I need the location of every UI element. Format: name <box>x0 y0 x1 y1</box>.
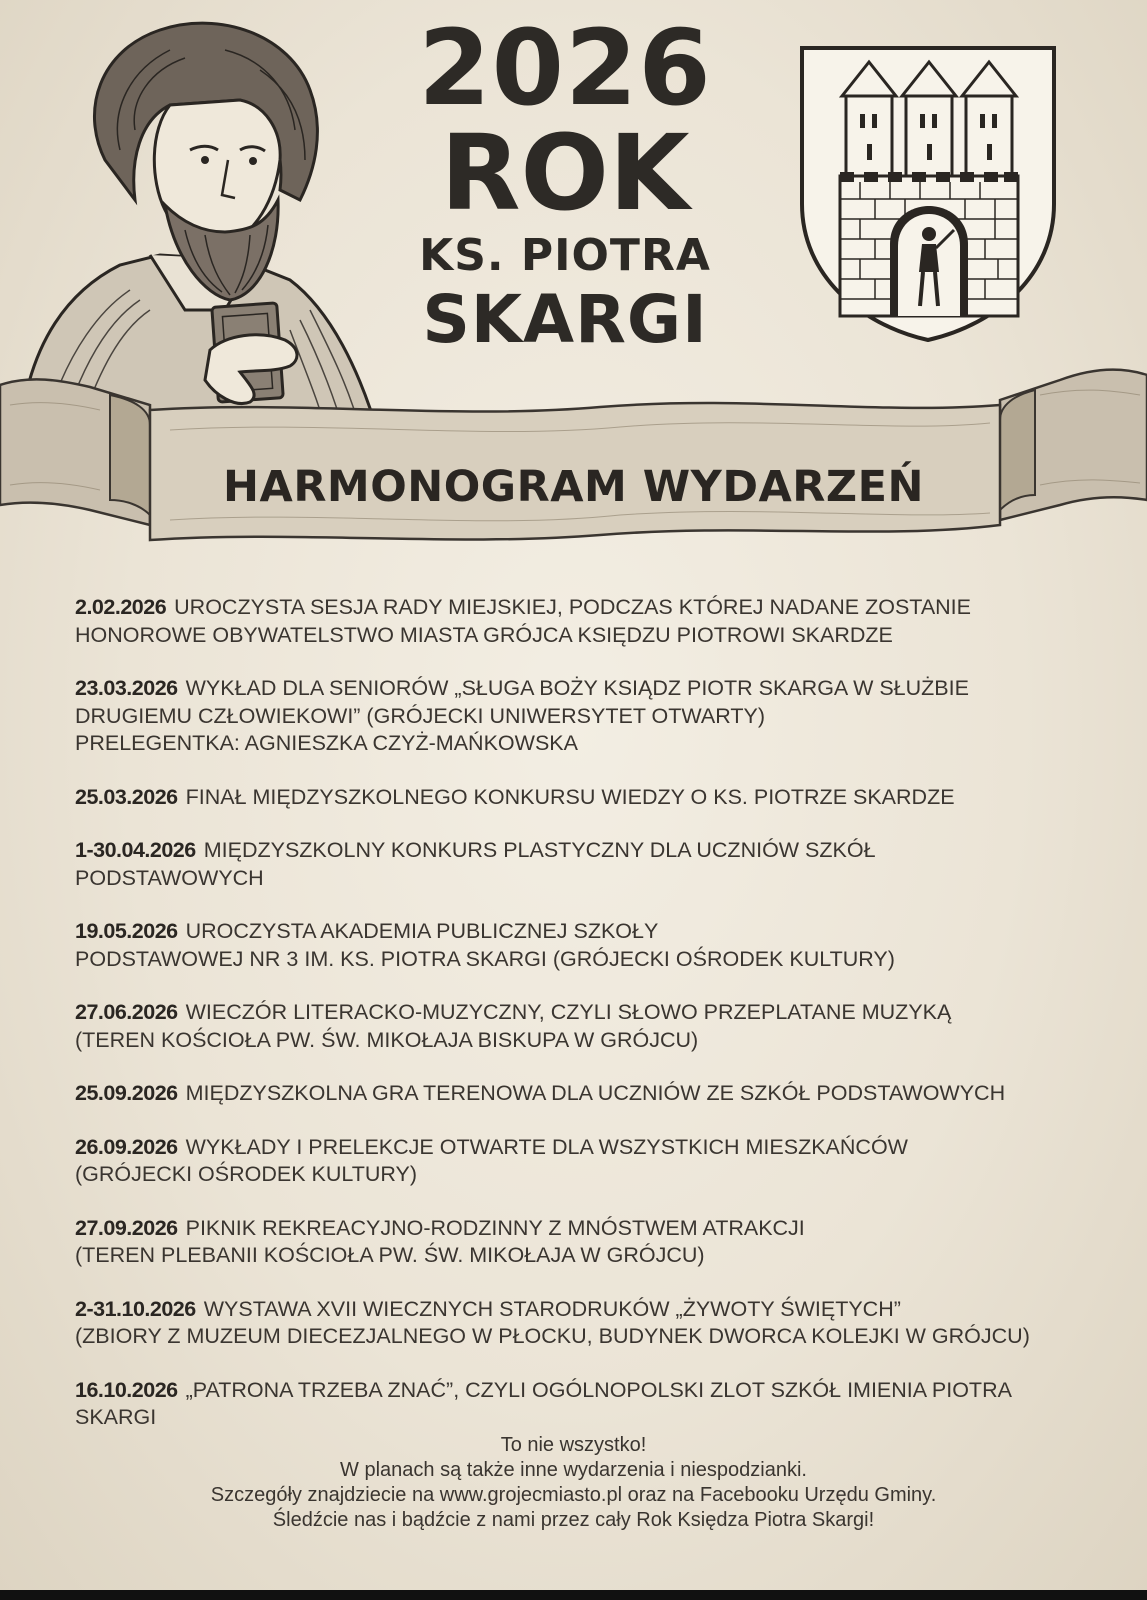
footer-note <box>0 1433 1147 1533</box>
events-list <box>75 594 1085 1458</box>
event-description: DRUGIEMU CZŁOWIEKOWI” (GRÓJECKI UNIWERSYTET OTWARTY) <box>75 703 765 728</box>
event-line <box>75 1080 1085 1108</box>
event-description: MIĘDZYSZKOLNA GRA TERENOWA DLA UCZNIÓW ZE SZKÓŁ PODSTAWOWYCH <box>185 1081 1006 1105</box>
event-date: 1-30.04.2026 <box>75 838 196 862</box>
event-description: WYSTAWA XVII WIECZNYCH STARODRUKÓW „ŻYWOTY ŚWIĘTYCH” <box>203 1296 901 1321</box>
event-line <box>75 675 1085 703</box>
event-description: PRELEGENTKA: AGNIESZKA CZYŻ-MAŃKOWSKA <box>75 731 578 755</box>
event-date: 19.05.2026 <box>75 919 178 943</box>
event-date: 16.10.2026 <box>75 1377 178 1402</box>
title-name-line2: SKARGI <box>422 281 708 358</box>
event-date: 27.09.2026 <box>75 1215 178 1240</box>
title-block <box>395 7 735 358</box>
event-description: (GRÓJECKI OŚRODEK KULTURY) <box>75 1162 418 1186</box>
event-line <box>75 918 1085 946</box>
event-item <box>75 675 1085 758</box>
event-line <box>75 594 1085 622</box>
event-date: 23.03.2026 <box>75 676 178 700</box>
event-item <box>75 918 1085 973</box>
event-item <box>75 784 1085 812</box>
event-line <box>75 837 1085 865</box>
event-description: (TEREN KOŚCIOŁA PW. ŚW. MIKOŁAJA BISKUPA W GRÓJCU) <box>75 1027 699 1052</box>
footer-line1: To nie wszystko! <box>500 1434 647 1456</box>
event-description: PIKNIK REKREACYJNO-RODZINNY Z MNÓSTWEM ATRAKCJI <box>185 1215 805 1240</box>
event-description: UROCZYSTA AKADEMIA PUBLICZNEJ SZKOŁY <box>185 919 659 943</box>
event-date: 25.03.2026 <box>75 784 178 809</box>
event-line <box>75 1134 1085 1162</box>
event-item <box>75 594 1085 649</box>
event-item <box>75 837 1085 892</box>
event-line <box>75 1377 1085 1405</box>
event-item <box>75 1377 1085 1432</box>
event-line <box>75 1296 1085 1324</box>
coat-of-arms-icon <box>798 44 1058 344</box>
event-description: WYKŁAD DLA SENIORÓW „SŁUGA BOŻY KSIĄDZ PIOTR SKARGA W SŁUŻBIE <box>185 676 969 700</box>
event-item <box>75 1296 1085 1351</box>
event-description: WIECZÓR LITERACKO-MUZYCZNY, CZYLI SŁOWO PRZEPLATANE MUZYKĄ <box>185 1000 952 1024</box>
event-description: (ZBIORY Z MUZEUM DIECEZJALNEGO W PŁOCKU, BUDYNEK DWORCA KOLEJKI W GRÓJCU) <box>75 1324 1030 1348</box>
event-item <box>75 1134 1085 1189</box>
event-description: WYKŁADY I PRELEKCJE OTWARTE DLA WSZYSTKICH MIESZKAŃCÓW <box>185 1134 908 1159</box>
event-description: HONOROWE OBYWATELSTWO MIASTA GRÓJCA KSIĘDZU PIOTROWI SKARDZE <box>75 622 893 647</box>
event-date: 27.06.2026 <box>75 1000 178 1024</box>
event-description: MIĘDZYSZKOLNY KONKURS PLASTYCZNY DLA UCZNIÓW SZKÓŁ <box>203 838 876 862</box>
event-description: „PATRONA TRZEBA ZNAĆ”, CZYLI OGÓLNOPOLSKI ZLOT SZKÓŁ IMIENIA PIOTRA <box>185 1377 1012 1402</box>
event-item <box>75 1215 1085 1270</box>
bottom-edge-bar <box>0 1590 1147 1600</box>
event-description: SKARGI <box>75 1405 157 1429</box>
footer-line3: Szczegóły znajdziecie na www.grojecmiasto.pl oraz na Facebooku Urzędu Gminy. <box>210 1484 937 1506</box>
title-year: 2026 <box>418 7 712 129</box>
footer-line4: Śledźcie nas i bądźcie z nami przez cały Rok Księdza Piotra Skargi! <box>272 1509 875 1531</box>
event-description: FINAŁ MIĘDZYSZKOLNEGO KONKURSU WIEDZY O KS. PIOTRZE SKARDZE <box>185 784 955 809</box>
event-line <box>75 999 1085 1027</box>
event-line <box>75 1215 1085 1243</box>
title-rok: ROK <box>440 112 690 234</box>
event-description: PODSTAWOWEJ NR 3 IM. KS. PIOTRA SKARGI (GRÓJECKI OŚRODEK KULTURY) <box>75 946 895 971</box>
event-date: 26.09.2026 <box>75 1134 178 1159</box>
event-description: UROCZYSTA SESJA RADY MIEJSKIEJ, PODCZAS KTÓREJ NADANE ZOSTANIE <box>174 595 971 619</box>
footer-line2: W planach są także inne wydarzenia i niespodzianki. <box>340 1459 807 1481</box>
event-item <box>75 1080 1085 1108</box>
event-description: (TEREN PLEBANII KOŚCIOŁA PW. ŚW. MIKOŁAJA W GRÓJCU) <box>75 1243 705 1267</box>
event-description: PODSTAWOWYCH <box>75 865 264 890</box>
event-line <box>75 784 1085 812</box>
title-name-line1: KS. PIOTRA <box>419 230 711 281</box>
event-date: 2-31.10.2026 <box>75 1296 196 1321</box>
event-date: 25.09.2026 <box>75 1081 178 1105</box>
event-item <box>75 999 1085 1054</box>
schedule-heading: HARMONOGRAM WYDARZEŃ <box>223 462 924 512</box>
event-date: 2.02.2026 <box>75 595 167 619</box>
